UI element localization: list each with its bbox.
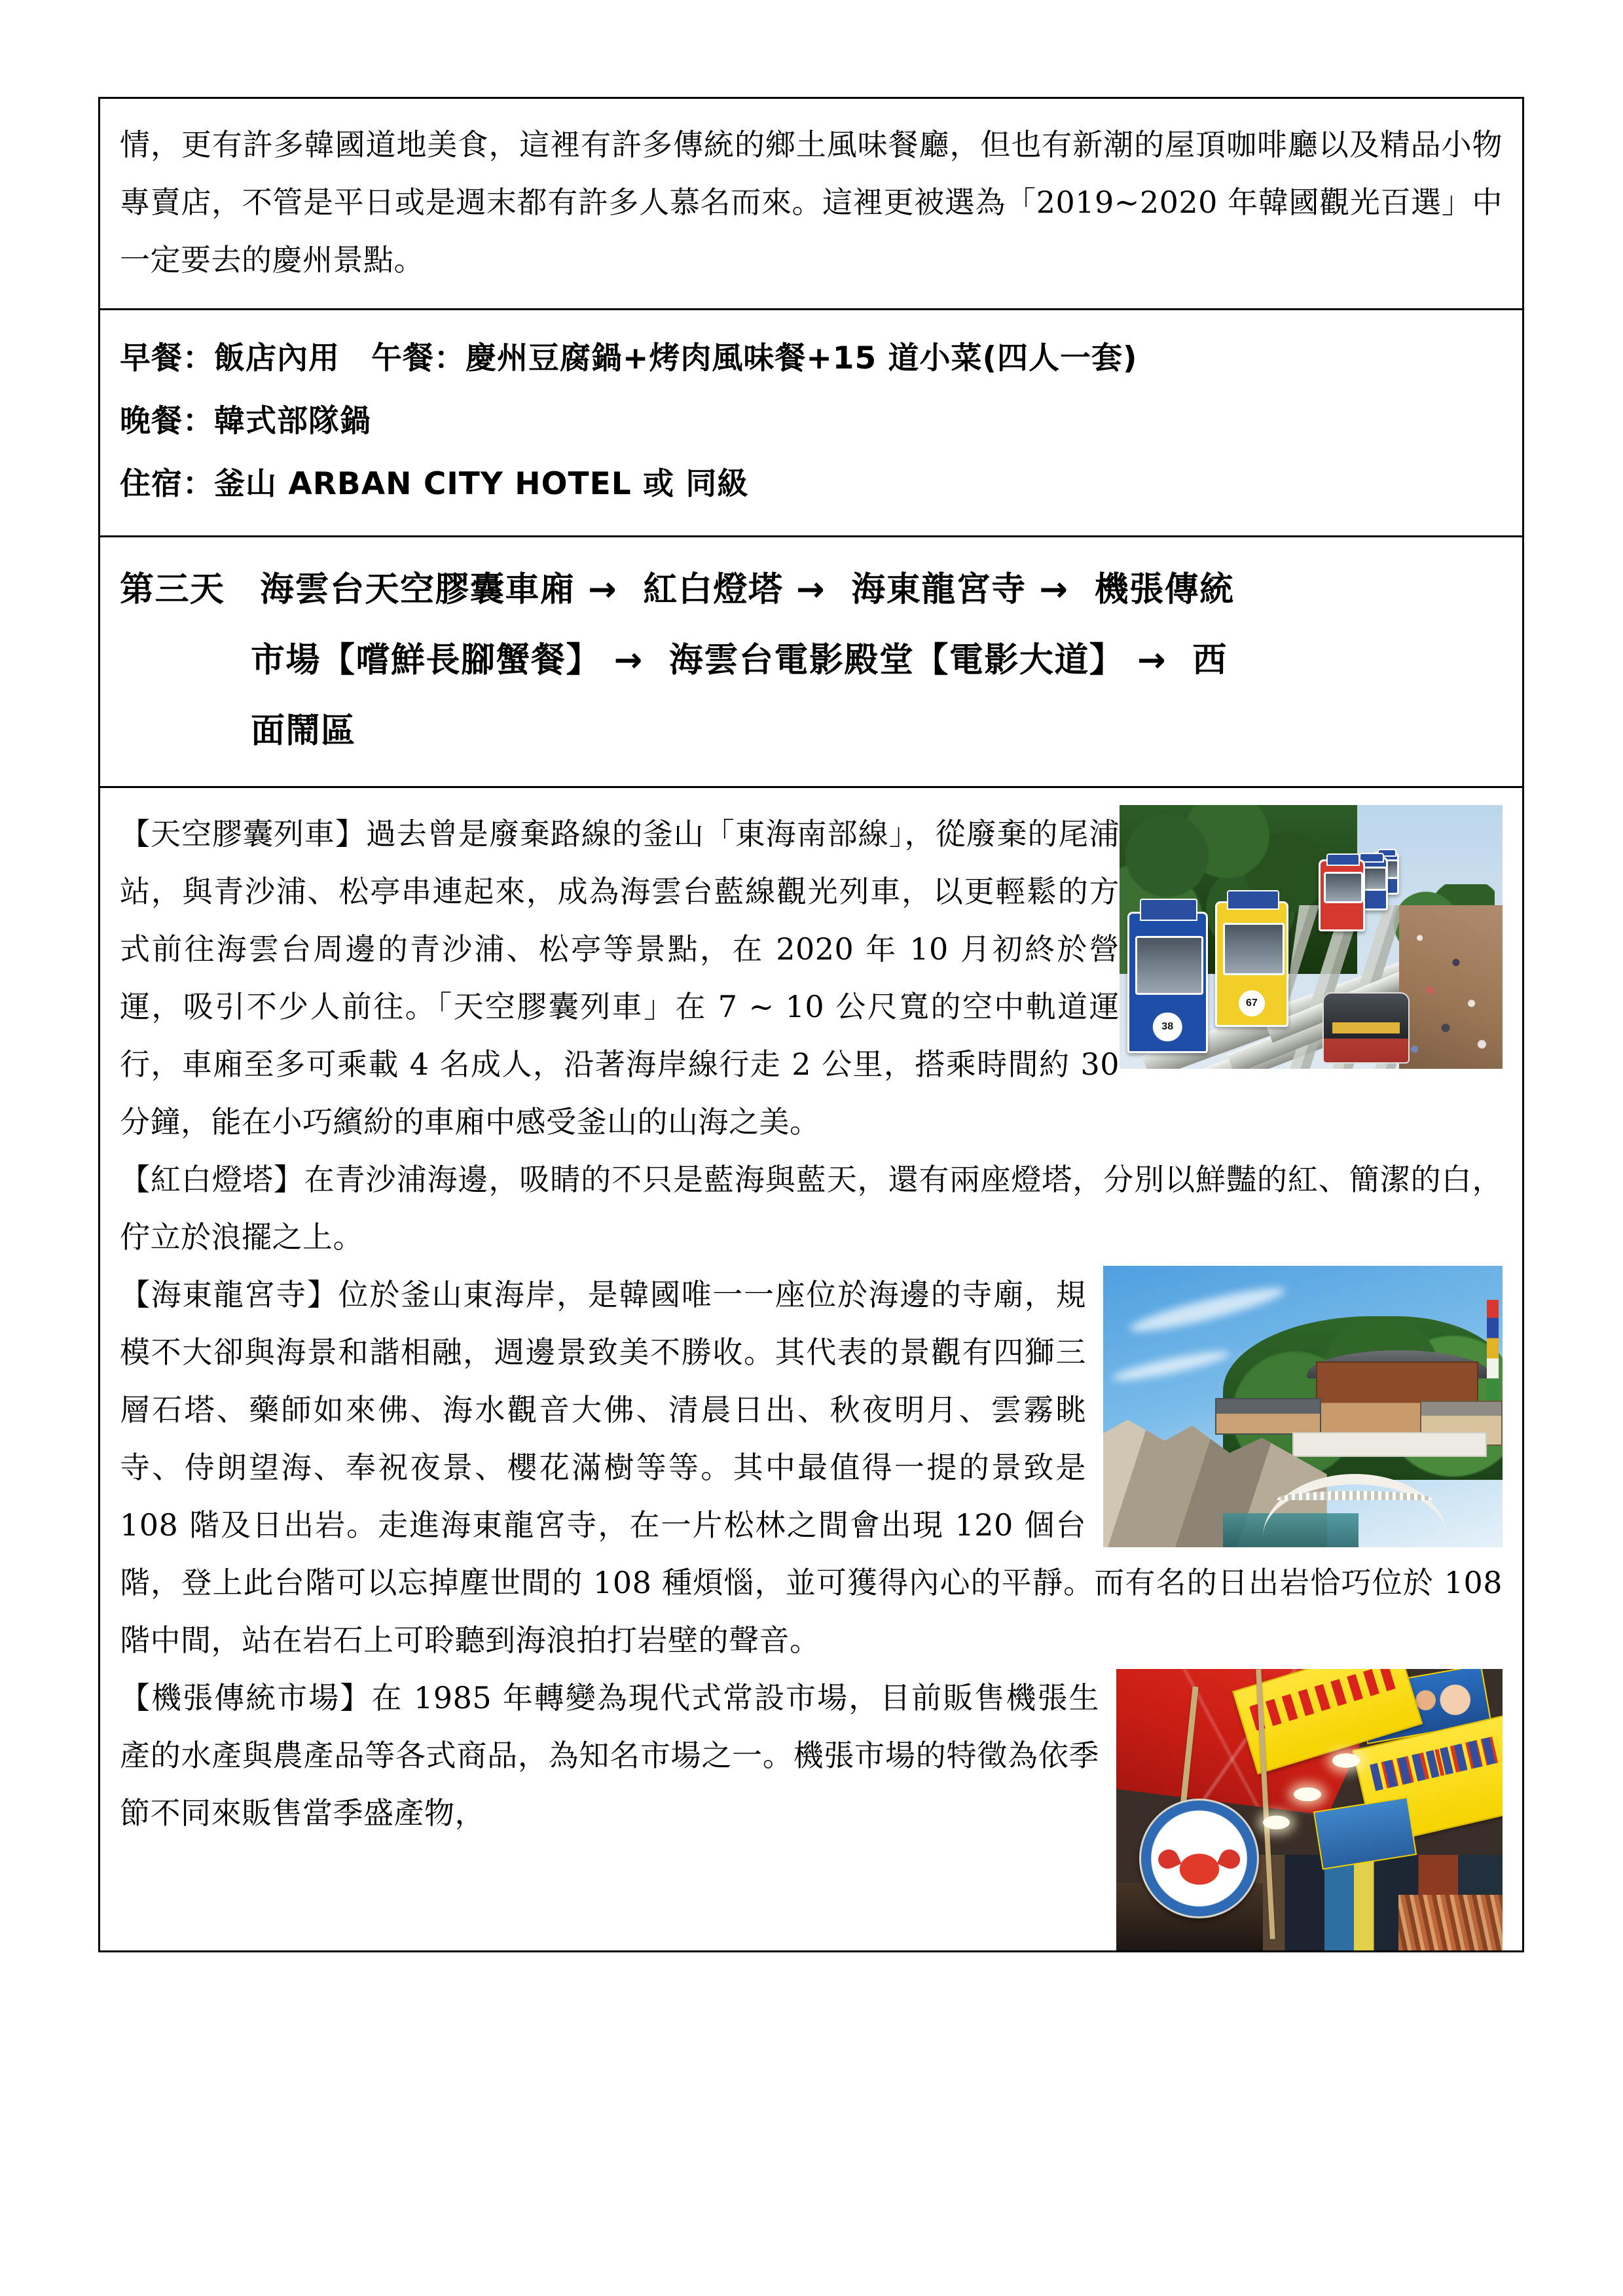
- photo-secondary-hall: [1215, 1398, 1322, 1435]
- paragraph-lighthouse: 【紅白燈塔】在青沙浦海邊，吸睛的不只是藍海與藍天，還有兩座燈塔，分別以鮮豔的紅、簡潔的白，佇立於浪擺之上。: [120, 1162, 1503, 1255]
- day-heading-line-3: 面鬧區: [251, 711, 356, 751]
- photo-hanging-lamp: [1294, 1787, 1321, 1802]
- paragraph-market: 【機張傳統市場】在 1985 年轉變為現代式常設市場，目前販售機張生產的水產與農產品等各式商品，為知名市場之一。機張市場的特徵為依季節不同來販售當季盛產物，: [120, 1680, 1099, 1831]
- photo-sky-capsule-pod: [1322, 992, 1410, 1064]
- photo-train-car-yellow: [1215, 901, 1288, 1026]
- photo-hanging-lamp: [1332, 1753, 1359, 1768]
- paragraph-temple: 【海東龍宮寺】位於釜山東海岸，是韓國唯一一座位於海邊的寺廟，規模不大卻與海景和諧相融，週邊景致美不勝收。其代表的景觀有四獅三層石塔、藥師如來佛、海水觀音大佛、清晨日出、秋夜明月、雲霧眺寺、侍朗望海、奉祝夜景、櫻花滿樹等等。其中最值得一提的景致是 108 階及日出岩。走進海東龍宮寺，在一片松林之間會出現 120 個台階，登上此台階可以忘掉塵世間的 108 種煩惱，並可獲得內心的平靜。而有名的日出岩恰巧位於 108 階中間，站在岩石上可聆聽到海浪拍打岩壁的聲音。: [120, 1277, 1503, 1658]
- intro-cell: [100, 99, 1522, 308]
- photo-car-number-blue: 38: [1153, 1013, 1182, 1041]
- photo-market-stall: [1255, 1855, 1503, 1950]
- photo-round-crab-sign: [1139, 1799, 1259, 1918]
- table-row-body: [100, 788, 1522, 1871]
- photo-car-roof: [1140, 899, 1197, 920]
- meals-cell: [100, 310, 1522, 535]
- photo-train-car-red: [1319, 859, 1364, 932]
- table-row-day-heading: [100, 537, 1522, 788]
- temple-photo: [1103, 1266, 1503, 1547]
- photo-stone-terrace: [1292, 1432, 1487, 1457]
- day-heading-cell: [100, 537, 1522, 786]
- meal-breakfast-lunch: 早餐：飯店內用 午餐：慶州豆腐鍋+烤肉風味餐+15 道小菜(四人一套): [120, 340, 1138, 376]
- photo-car-window: [1135, 936, 1203, 995]
- day-heading: [120, 554, 1503, 766]
- day-route-part-1: 海雲台天空膠囊車廂 → 紅白燈塔 → 海東龍宮寺 → 機張傳統: [260, 570, 1235, 609]
- photo-car-roof: [1227, 890, 1279, 910]
- day-heading-line-1: [120, 554, 1503, 625]
- photo-car-window: [1324, 872, 1363, 903]
- photo-prayer-flag: [1487, 1300, 1499, 1401]
- day-heading-line-2: 市場【嚐鮮長腳蟹餐】 → 海雲台電影殿堂【電影大道】 → 西: [251, 641, 1228, 680]
- itinerary-table: [98, 97, 1524, 1952]
- meal-dinner: 晚餐：韓式部隊鍋: [120, 403, 371, 439]
- photo-train-car-blue: [1127, 912, 1208, 1053]
- accommodation: 住宿：釜山 ARBAN CITY HOTEL 或 同級: [120, 466, 749, 502]
- table-row-meals: [100, 310, 1522, 537]
- sky-capsule-photo: [1120, 805, 1503, 1069]
- photo-car-window: [1223, 923, 1285, 975]
- body-cell: [100, 788, 1522, 1871]
- intro-paragraph: 情，更有許多韓國道地美食，這裡有許多傳統的鄉土風味餐廳，但也有新潮的屋頂咖啡廳以及精品小物專賣店，不管是平日或是週末都有許多人慕名而來。這裡更被選為「2019~2020 年韓國觀光百選」中一定要去的慶州景點。: [120, 127, 1503, 278]
- photo-car-number-yellow: 67: [1239, 990, 1265, 1016]
- market-photo: [1116, 1669, 1503, 1950]
- crab-icon: [1169, 1846, 1230, 1885]
- paragraph-sky-capsule: 【天空膠囊列車】過去曾是廢棄路線的釜山「東海南部線」，從廢棄的尾浦站，與青沙浦、松亭串連起來，成為海雲台藍線觀光列車，以更輕鬆的方式前往海雲台周邊的青沙浦、松亭等景點，在 2020 年 10 月初終於營運，吸引不少人前往。「天空膠囊列車」在 7 ~ 10 公尺寬的空中軌道運行，車廂至多可乘載 4 名成人，沿著海岸線行走 2 公里，搭乘時間約 30 分鐘，能在小巧繽紛的車廂中感受釜山的山海之美。: [120, 816, 1120, 1139]
- photo-boardwalk: [1399, 905, 1503, 1069]
- photo-car-roof: [1326, 853, 1359, 866]
- day-label: 第三天: [120, 570, 225, 609]
- table-row-intro: [100, 99, 1522, 310]
